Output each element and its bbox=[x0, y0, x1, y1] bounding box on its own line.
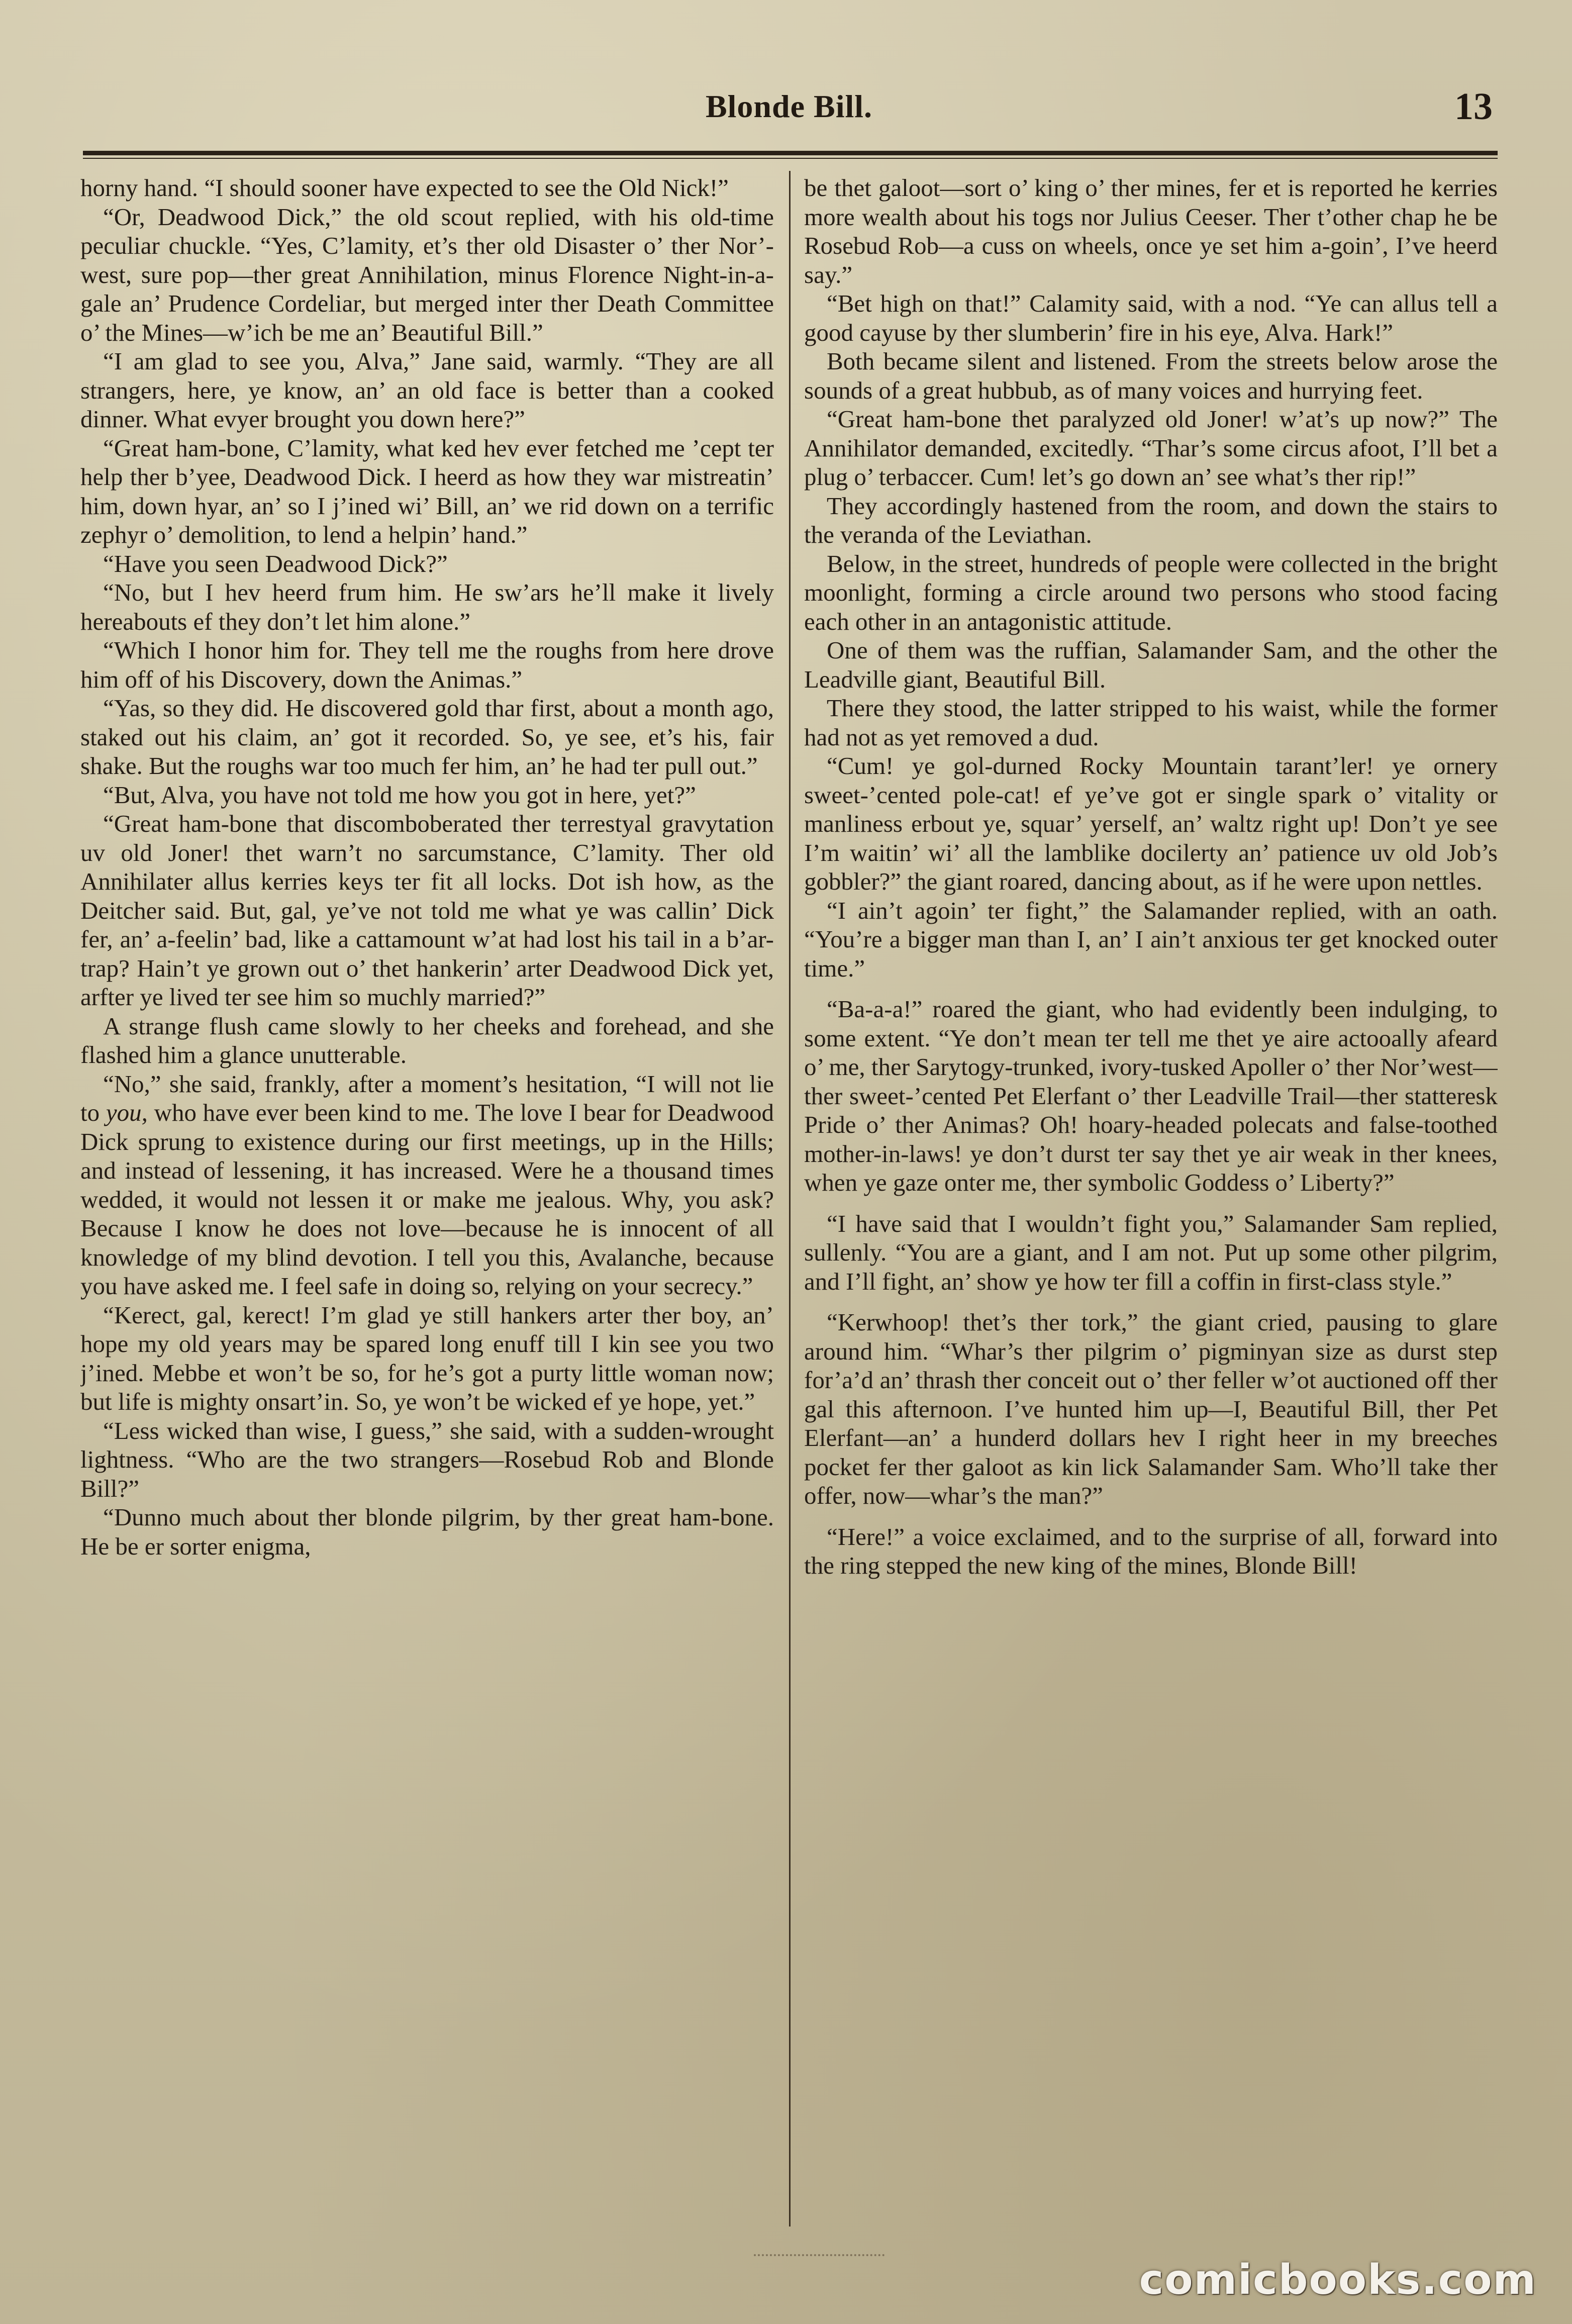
printer-ornament bbox=[754, 2254, 885, 2263]
paragraph: “Great ham-bone that discomboberated ther terrestyal gravytation uv old Joner! thet warn’t no sarcumstance, C’lamity. Ther old Annihilater allus kerries keys ter fit all locks. Dot ish how, as the Deitcher said. But, gal, ye’ve not told me what ye was callin’ Dick fer, an’ a-feelin’ bad, like a cattamount w’at had lost his tail in a b’ar-trap? Hain’t ye grown out o’ thet hankerin’ arter Deadwood Dick yet, arfter ye lived ter see him so muchly married?” bbox=[80, 810, 774, 1011]
watermark-text: comicbooks.com bbox=[1139, 2256, 1537, 2304]
paragraph: There they stood, the latter stripped to his waist, while the former had not as yet removed a dud. bbox=[804, 694, 1498, 751]
paragraph: “Great ham-bone, C’lamity, what ked hev ever fetched me ’cept ter help ther b’yee, Deadwood Dick. I heerd as how they war mistreatin’ him, down hyar, an’ so I j’ined wi’ Bill, an’ we rid down on a terrific zephyr o’ demolition, to lend a helpin’ hand.” bbox=[80, 434, 774, 548]
paragraph: “Dunno much about ther blonde pilgrim, by ther great ham-bone. He be er sorter enigma, bbox=[80, 1503, 774, 1560]
paragraph: One of them was the ruffian, Salamander Sam, and the other the Leadville giant, Beautiful Bill. bbox=[804, 636, 1498, 693]
paragraph: “But, Alva, you have not told me how you got in here, yet?” bbox=[103, 781, 696, 809]
paragraph: “I am glad to see you, Alva,” Jane said, warmly. “They are all strangers, here, ye know, an’ an old face is better than a cooked dinner. What evyer brought you down here?” bbox=[80, 347, 774, 433]
paragraph: “Kerwhoop! thet’s ther tork,” the giant cried, pausing to glare around him. “Whar’s ther pilgrim o’ pigminyan size as durst step for’a’d an’ thrash ther conceit out o’ ther feller w’ot auctioned off ther gal this afternoon. I’ve hunted him up—I, Beautiful Bill, ther Pet Elerfant—an’ a hunderd dollars hev I right heer in my breeches pocket fer ther galoot as kin lick Salamander Sam. Who’ll take ther offer, now—whar’s the man?” bbox=[804, 1308, 1498, 1509]
paragraph: “I ain’t agoin’ ter fight,” the Salamander replied, with an oath. “You’re a bigger man than I, an’ I ain’t anxious ter get knocked outer time.” bbox=[804, 896, 1498, 982]
paragraph: Below, in the street, hundreds of people were collected in the bright moonlight, forming a circle around two persons who stood facing each other in an antagonistic attitude. bbox=[804, 549, 1498, 635]
paragraph: be thet galoot—sort o’ king o’ ther mines, fer et is reported he kerries more wealth about his togs nor Julius Ceeser. Ther t’other chap he be Rosebud Rob—a cuss on wheels, once ye set him a-goin’, I’ve heerd say.” bbox=[804, 174, 1498, 288]
paragraph: They accordingly hastened from the room, and down the stairs to the veranda of the Leviathan. bbox=[804, 492, 1498, 548]
header-rule bbox=[83, 151, 1498, 159]
paragraph: “Which I honor him for. They tell me the roughs from here drove him off of his Discovery, down the Animas.” bbox=[80, 636, 774, 693]
paragraph-text: who have ever been kind to me. The love I bear for Deadwood Dick sprung to existence during our first meetings, up in the Hills; and instead of lessening, it has increased. Were he a thousand times wedded, it would not lessen it or make me jealous. Why, you ask? Because I know he does not love—because he is innocent of all knowledge of my blind devotion. I tell you this, Avalanche, because you have asked me. I feel safe in doing so, relying on your secrecy.” bbox=[80, 1099, 774, 1300]
right-column bbox=[804, 173, 1498, 2234]
paragraph: “Kerect, gal, kerect! I’m glad ye still hankers arter ther boy, an’ hope my old years may be spared long enuff till I kin see you two j’ined. Mebbe et won’t be so, for he’s got a purty little woman now; but life is mighty onsart’in. So, ye won’t be wicked ef ye hope, yet.” bbox=[80, 1301, 774, 1415]
running-title: Blonde Bill. bbox=[705, 88, 873, 124]
paragraph: “Or, Deadwood Dick,” the old scout replied, with his old-time peculiar chuckle. “Yes, C’lamity, et’s ther old Disaster o’ ther Nor’-west, sure pop—ther great Annihilation, minus Florence Night-in-a-gale an’ Prudence Cordeliar, but merged inter ther Death Committee o’ the Mines—w’ich be me an’ Beautiful Bill.” bbox=[80, 203, 774, 346]
paragraph: “Yas, so they did. He discovered gold thar first, about a month ago, staked out his claim, an’ got it recorded. So, ye see, et’s his, fair shake. But the roughs war too much fer him, an’ he had ter pull out.” bbox=[80, 694, 774, 780]
paragraph: “Great ham-bone thet paralyzed old Joner! w’at’s up now?” The Annihilator demanded, excitedly. “Thar’s some circus afoot, I’ll bet a plug o’ terbaccer. Cum! let’s go down an’ see what’s ther rip!” bbox=[804, 405, 1498, 491]
paragraph-text: “No,” she said, frankly, after a moment’s hesitation, “I will not lie to bbox=[80, 1070, 774, 1126]
paragraph: “No, but I hev heerd frum him. He sw’ars he’ll make it lively hereabouts ef they don’t let him alone.” bbox=[80, 578, 774, 635]
page-number: 13 bbox=[1454, 85, 1493, 128]
paragraph: “Cum! ye gol-durned Rocky Mountain tarant’ler! ye ornery sweet-’cented pole-cat! ef ye’ve got er single spark o’ vitality or manliness erbout ye, squar’ yerself, an’ waltz right up! Don’t ye see I’m waitin’ wi’ all the lamblike docilerty an’ patience uv old Job’s gobbler?” the giant roared, dancing about, as if he were upon nettles. bbox=[804, 752, 1498, 895]
paragraph bbox=[80, 1070, 774, 1301]
paragraph: “I have said that I wouldn’t fight you,” Salamander Sam replied, sullenly. “You are a giant, and I am not. Put up some other pilgrim, and I’ll fight, an’ show ye how ter fill a coffin in first-class style.” bbox=[804, 1209, 1498, 1295]
paragraph: “Bet high on that!” Calamity said, with a nod. “Ye can allus tell a good cayuse by ther slumberin’ fire in his eye, Alva. Hark!” bbox=[804, 289, 1498, 346]
paragraph: Both became silent and listened. From the streets below arose the sounds of a great hubbub, as of many voices and hurrying feet. bbox=[804, 347, 1498, 404]
paragraph: A strange flush came slowly to her cheeks and forehead, and she flashed him a glance unutterable. bbox=[80, 1012, 774, 1069]
left-column bbox=[80, 173, 774, 2234]
column-divider bbox=[789, 171, 791, 2226]
paragraph: horny hand. “I should sooner have expected to see the Old Nick!” bbox=[80, 174, 729, 202]
page-header bbox=[80, 85, 1498, 143]
paragraph: “Have you seen Deadwood Dick?” bbox=[103, 549, 448, 577]
paragraph: “Less wicked than wise, I guess,” she said, with a sudden-wrought lightness. “Who are the two strangers—Rosebud Rob and Blonde Bill?” bbox=[80, 1416, 774, 1502]
emphasis-text: you, bbox=[106, 1099, 148, 1126]
paragraph: “Here!” a voice exclaimed, and to the surprise of all, forward into the ring stepped the new king of the mines, Blonde Bill! bbox=[804, 1522, 1498, 1579]
paragraph: “Ba-a-a!” roared the giant, who had evidently been indulging, to some extent. “Ye don’t mean ter tell me thet ye aire actooally afeard o’ me, ther Sarytogy-trunked, ivory-tusked Apoller o’ ther Nor’west—ther sweet-’cented Pet Elerfant o’ ther Leadville Trail—ther statteresk Pride o’ ther Animas? Oh! hoary-headed polecats and false-toothed mother-in-laws! ye don’t durst ter say thet ye air weak in ther knees, when ye gaze onter me, ther symbolic Goddess o’ Liberty?” bbox=[804, 995, 1498, 1196]
